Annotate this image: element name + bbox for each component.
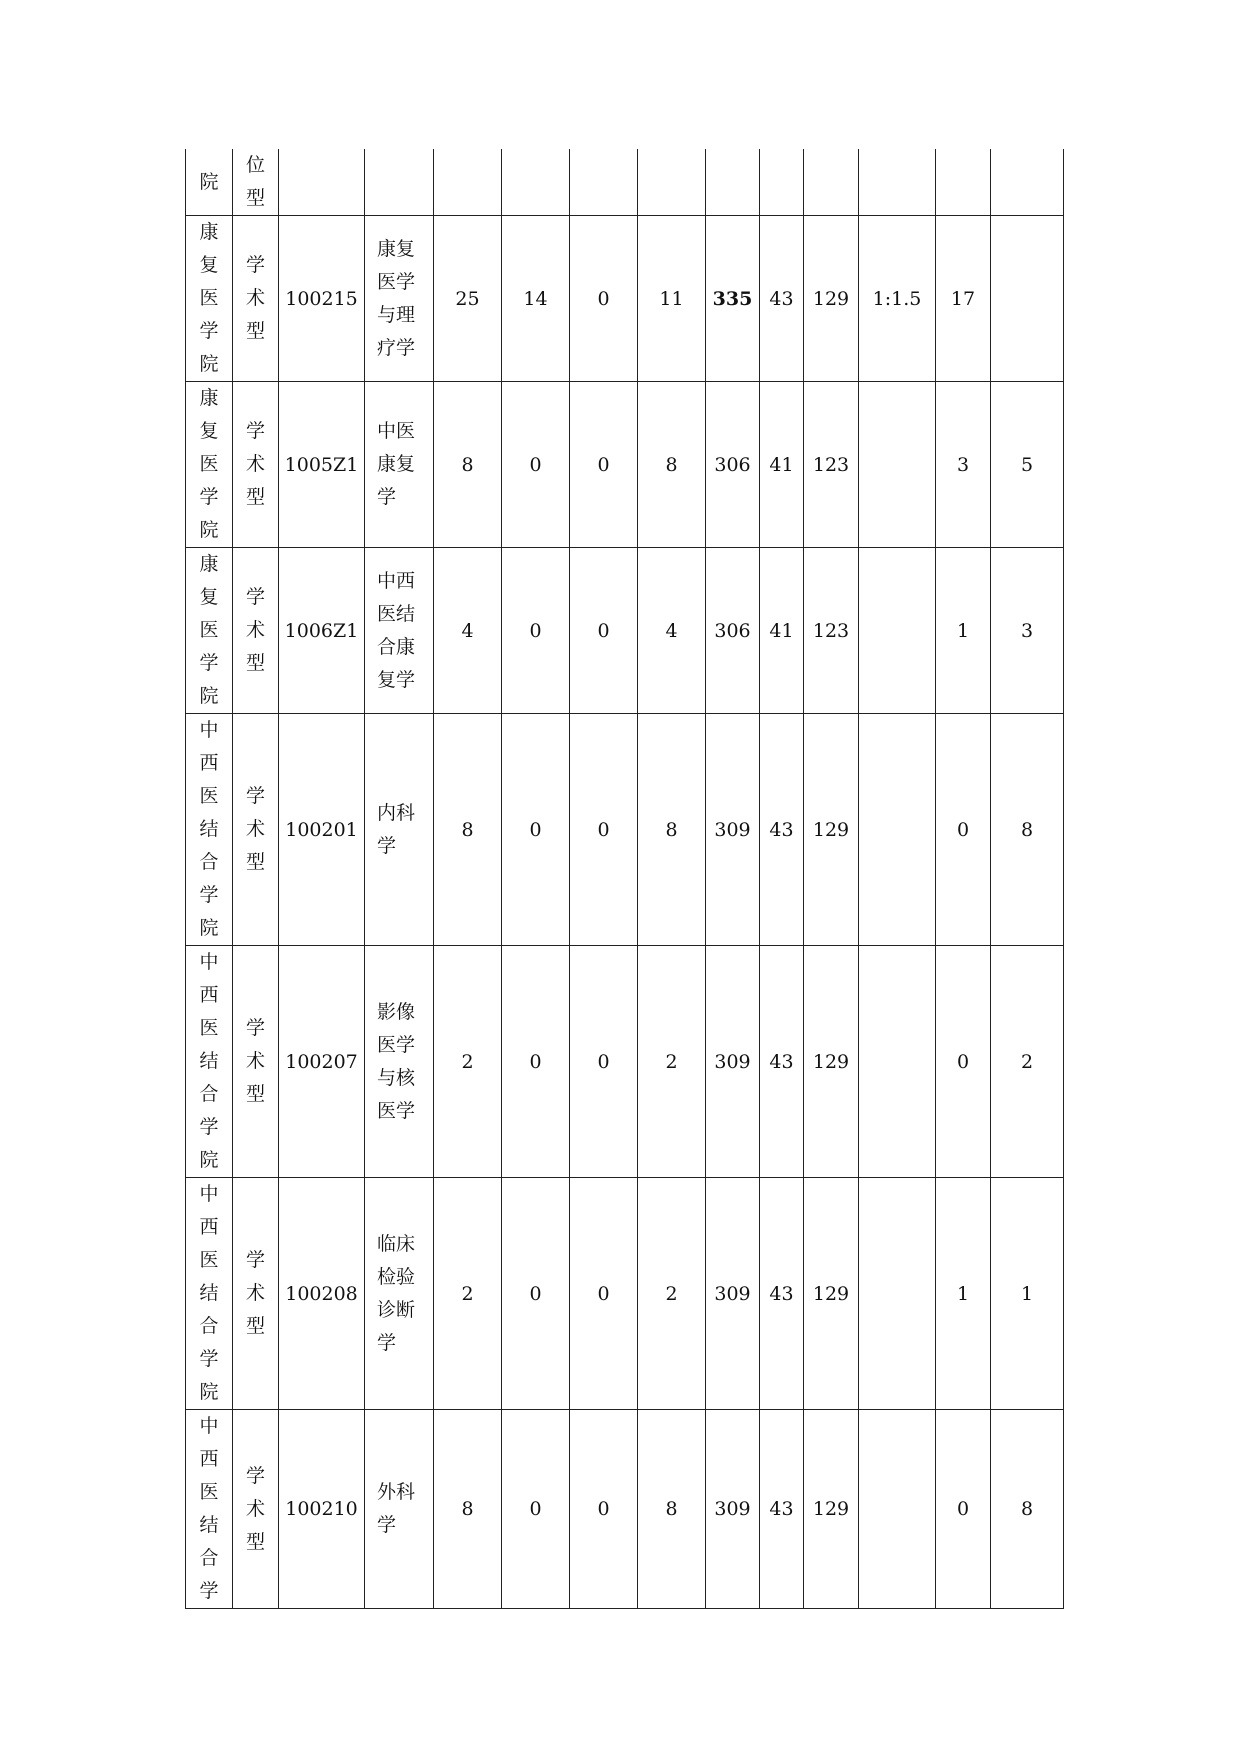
table-row: [186, 1410, 1064, 1609]
degree-type-cell: [233, 149, 279, 216]
col8-cell: 2: [638, 946, 706, 1178]
major-code-cell: 1005Z1: [279, 382, 365, 548]
col11-cell: 129: [804, 1410, 859, 1609]
degree-type-text: 学术型: [245, 586, 265, 674]
col10-cell: 43: [760, 714, 804, 946]
col6-cell: 0: [502, 714, 570, 946]
table-row: [186, 946, 1064, 1178]
col7-cell: 0: [570, 1178, 638, 1410]
college-text: 中西医结合学院: [199, 951, 219, 1171]
col13-cell: 1: [936, 548, 991, 714]
table-row: [186, 216, 1064, 382]
college-text: 中西医结合学院: [199, 719, 219, 939]
major-code-cell: 100208: [279, 1178, 365, 1410]
col6-cell: 0: [502, 946, 570, 1178]
college-cell: [186, 548, 233, 714]
major-code-cell: 100201: [279, 714, 365, 946]
table-row: [186, 1178, 1064, 1410]
total-score-cell: 309: [706, 946, 760, 1178]
college-cell: [186, 1178, 233, 1410]
col7-cell: 0: [570, 548, 638, 714]
table-row: [186, 548, 1064, 714]
major-name-cell: [365, 216, 434, 382]
col13-cell: 3: [936, 382, 991, 548]
degree-type-text: 学术型: [245, 1017, 265, 1105]
degree-type-text: 学术型: [245, 254, 265, 342]
major-name-text: 影像医学与核医学: [377, 1000, 416, 1122]
major-name-text: 中医康复学: [377, 420, 416, 508]
col8-cell: 11: [638, 216, 706, 382]
col5-cell: [434, 149, 502, 216]
major-name-cell: [365, 548, 434, 714]
major-name-cell: [365, 382, 434, 548]
college-cell: [186, 946, 233, 1178]
degree-type-text: 位型: [245, 154, 265, 209]
total-score-cell: 306: [706, 548, 760, 714]
ratio-cell: 1:1.5: [859, 216, 936, 382]
col5-cell: 8: [434, 1410, 502, 1609]
col11-cell: [804, 149, 859, 216]
col14-cell: 1: [991, 1178, 1064, 1410]
degree-type-text: 学术型: [245, 785, 265, 873]
col7-cell: 0: [570, 382, 638, 548]
degree-type-cell: [233, 714, 279, 946]
total-score-cell: 309: [706, 1410, 760, 1609]
college-text: 院: [199, 170, 219, 193]
col11-cell: 129: [804, 946, 859, 1178]
col5-cell: 2: [434, 946, 502, 1178]
col8-cell: 8: [638, 1410, 706, 1609]
degree-type-cell: [233, 1178, 279, 1410]
college-text: 康复医学院: [199, 221, 219, 375]
col7-cell: 0: [570, 714, 638, 946]
col13-cell: [936, 149, 991, 216]
col13-cell: 17: [936, 216, 991, 382]
col6-cell: 14: [502, 216, 570, 382]
total-score-cell: 309: [706, 714, 760, 946]
major-name-text: 内科学: [377, 801, 416, 857]
col11-cell: 123: [804, 382, 859, 548]
total-score-cell: 306: [706, 382, 760, 548]
college-cell: [186, 216, 233, 382]
col10-cell: 43: [760, 1178, 804, 1410]
col14-cell: 3: [991, 548, 1064, 714]
col14-cell: 8: [991, 714, 1064, 946]
col13-cell: 1: [936, 1178, 991, 1410]
major-name-cell: [365, 714, 434, 946]
col7-cell: 0: [570, 216, 638, 382]
col11-cell: 129: [804, 216, 859, 382]
table-row: [186, 714, 1064, 946]
col6-cell: 0: [502, 1178, 570, 1410]
total-score-cell: 309: [706, 1178, 760, 1410]
col6-cell: 0: [502, 382, 570, 548]
col14-cell: 5: [991, 382, 1064, 548]
total-score-cell: [706, 149, 760, 216]
ratio-cell: [859, 382, 936, 548]
degree-type-text: 学术型: [245, 420, 265, 508]
col6-cell: 0: [502, 548, 570, 714]
col10-cell: 41: [760, 548, 804, 714]
col14-cell: 8: [991, 1410, 1064, 1609]
college-cell: [186, 1410, 233, 1609]
col5-cell: 8: [434, 714, 502, 946]
ratio-cell: [859, 149, 936, 216]
col5-cell: 8: [434, 382, 502, 548]
degree-type-text: 学术型: [245, 1464, 265, 1553]
college-cell: [186, 149, 233, 216]
major-code-cell: 1006Z1: [279, 548, 365, 714]
col8-cell: [638, 149, 706, 216]
col11-cell: 129: [804, 1178, 859, 1410]
major-name-cell: [365, 946, 434, 1178]
col10-cell: 43: [760, 946, 804, 1178]
college-text: 中西医结合学: [199, 1415, 219, 1602]
college-text: 康复医学院: [199, 387, 219, 541]
col8-cell: 2: [638, 1178, 706, 1410]
major-name-text: 外科学: [377, 1481, 416, 1536]
table-row: [186, 382, 1064, 548]
col7-cell: 0: [570, 946, 638, 1178]
col11-cell: 123: [804, 548, 859, 714]
major-code-cell: 100215: [279, 216, 365, 382]
table-row: [186, 149, 1064, 216]
major-name-cell: [365, 149, 434, 216]
degree-type-cell: [233, 946, 279, 1178]
major-code-cell: 100207: [279, 946, 365, 1178]
college-cell: [186, 382, 233, 548]
major-name-text: 临床检验诊断学: [377, 1232, 416, 1354]
col10-cell: 41: [760, 382, 804, 548]
col7-cell: [570, 149, 638, 216]
ratio-cell: [859, 1178, 936, 1410]
col11-cell: 129: [804, 714, 859, 946]
col13-cell: 0: [936, 946, 991, 1178]
col6-cell: [502, 149, 570, 216]
degree-type-cell: [233, 548, 279, 714]
degree-type-cell: [233, 382, 279, 548]
col14-cell: [991, 216, 1064, 382]
col7-cell: 0: [570, 1410, 638, 1609]
col5-cell: 4: [434, 548, 502, 714]
college-cell: [186, 714, 233, 946]
degree-type-cell: [233, 216, 279, 382]
ratio-cell: [859, 1410, 936, 1609]
major-name-cell: [365, 1178, 434, 1410]
college-text: 康复医学院: [199, 553, 219, 707]
ratio-cell: [859, 714, 936, 946]
major-name-cell: [365, 1410, 434, 1609]
col10-cell: [760, 149, 804, 216]
ratio-cell: [859, 548, 936, 714]
col13-cell: 0: [936, 1410, 991, 1609]
degree-type-text: 学术型: [245, 1249, 265, 1337]
col8-cell: 8: [638, 382, 706, 548]
college-text: 中西医结合学院: [199, 1183, 219, 1403]
col8-cell: 4: [638, 548, 706, 714]
col14-cell: 2: [991, 946, 1064, 1178]
col10-cell: 43: [760, 216, 804, 382]
major-name-text: 康复医学与理疗学: [377, 237, 416, 359]
major-name-text: 中西医结合康复学: [377, 569, 416, 691]
col5-cell: 2: [434, 1178, 502, 1410]
degree-type-cell: [233, 1410, 279, 1609]
admissions-table: [185, 149, 1064, 1609]
major-code-cell: [279, 149, 365, 216]
col8-cell: 8: [638, 714, 706, 946]
major-code-cell: 100210: [279, 1410, 365, 1609]
ratio-cell: [859, 946, 936, 1178]
col6-cell: 0: [502, 1410, 570, 1609]
col14-cell: [991, 149, 1064, 216]
col5-cell: 25: [434, 216, 502, 382]
col10-cell: 43: [760, 1410, 804, 1609]
total-score-cell: 335: [706, 216, 760, 382]
col13-cell: 0: [936, 714, 991, 946]
